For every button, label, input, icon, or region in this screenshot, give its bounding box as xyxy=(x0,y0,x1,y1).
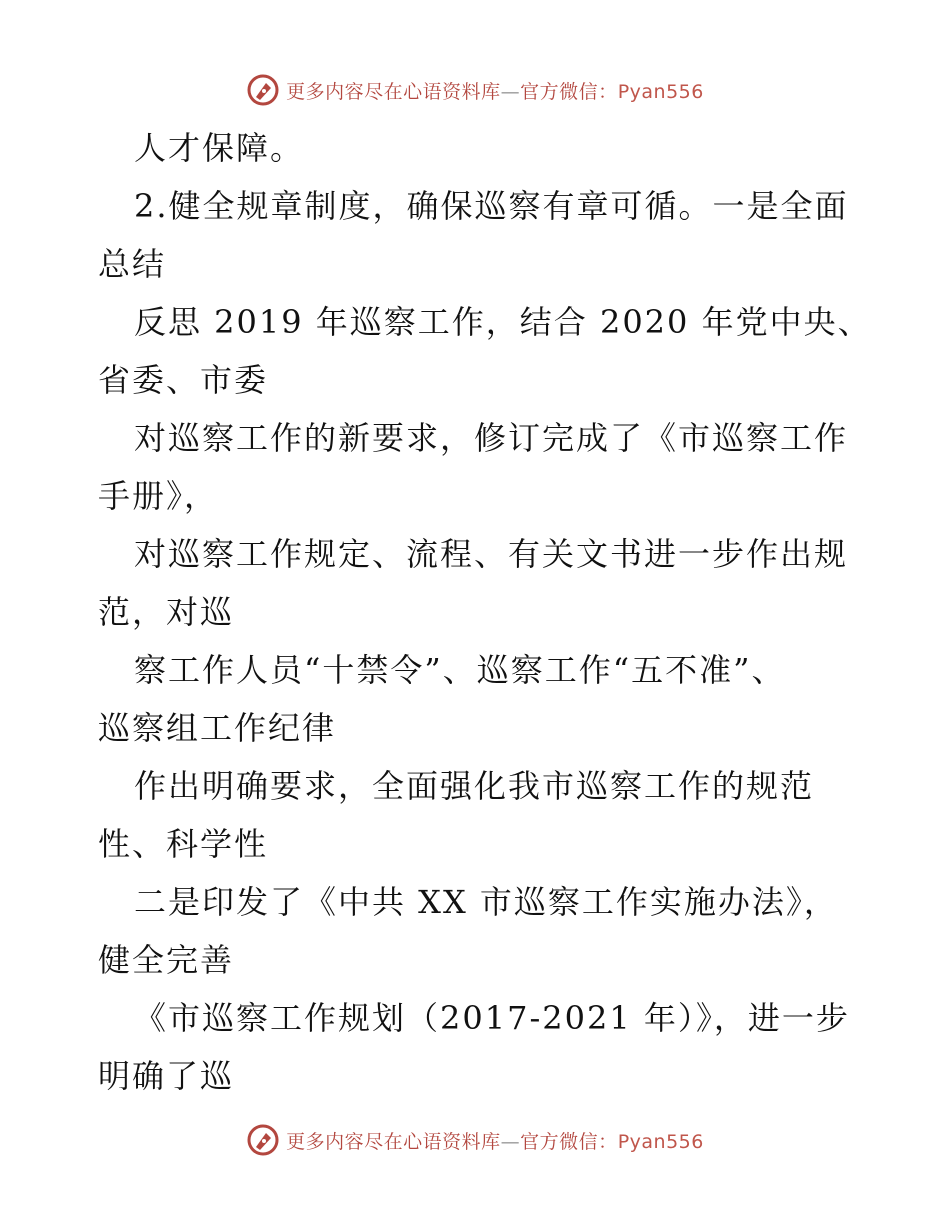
watermark-main-text: 更多内容尽在心语资料库 xyxy=(286,1130,501,1153)
watermark-wechat-label: 官方微信： xyxy=(520,1130,618,1153)
text-line: 作出明确要求，全面强化我市巡察工作的规范 xyxy=(134,767,815,805)
text-line: 二是印发了《中共 XX 市巡察工作实施办法》， xyxy=(134,883,838,921)
text-line: 明确了巡 xyxy=(98,1057,235,1095)
text-line: 健全完善 xyxy=(98,941,235,979)
text-line: 反思 2019 年巡察工作，结合 2020 年党中央、 xyxy=(134,303,872,341)
text-line: 总结 xyxy=(98,245,167,283)
text-line: 范，对巡 xyxy=(98,593,235,631)
watermark-separator: — xyxy=(500,80,521,103)
text-line: 对巡察工作规定、流程、有关文书进一步作出规 xyxy=(134,535,849,573)
watermark-wechat-label: 官方微信： xyxy=(520,80,618,103)
watermark-separator: — xyxy=(500,1130,521,1153)
text-line: 《市巡察工作规划（2017-2021 年）》，进一步 xyxy=(134,999,850,1037)
text-line: 性、科学性 xyxy=(98,825,269,863)
watermark-main-text: 更多内容尽在心语资料库 xyxy=(286,80,501,103)
text-line: 省委、市委 xyxy=(98,361,269,399)
text-line: 手册》， xyxy=(98,477,219,515)
text-line: 巡察组工作纪律 xyxy=(98,709,337,747)
watermark-wechat-id: Pyan556 xyxy=(617,1130,704,1153)
pen-nib-logo-icon xyxy=(246,1123,280,1157)
footer-watermark xyxy=(0,1120,950,1160)
text-line: 对巡察工作的新要求，修订完成了《市巡察工作 xyxy=(134,419,849,457)
watermark-text xyxy=(286,1127,704,1154)
text-line: 人才保障。 xyxy=(134,129,305,167)
watermark-wechat-id: Pyan556 xyxy=(617,80,704,103)
text-line: 察工作人员“十禁令”、巡察工作“五不准”、 xyxy=(134,651,786,689)
text-line: 2.健全规章制度，确保巡察有章可循。一是全面 xyxy=(134,187,849,225)
